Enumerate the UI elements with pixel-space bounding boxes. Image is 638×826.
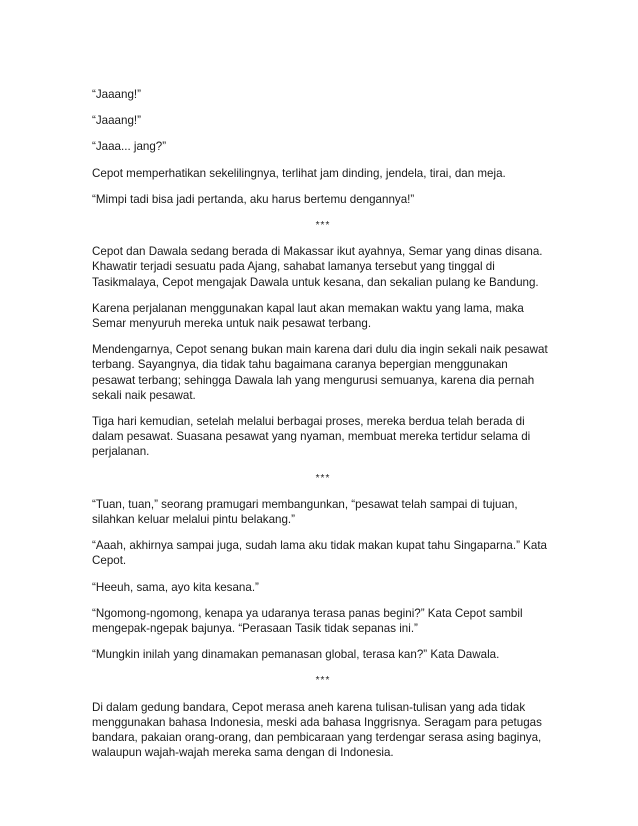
paragraph: “Jaaa... jang?”: [92, 140, 167, 154]
paragraph: “Mungkin inilah yang dinamakan pemanasan global, terasa kan?” Kata Dawala.: [92, 648, 500, 662]
paragraph: “Aaah, akhirnya sampai juga, sudah lama aku tidak makan kupat tahu Singaparna.” Kata Cepot.: [92, 539, 548, 568]
section-separator: ***: [315, 675, 331, 687]
paragraph: “Tuan, tuan,” seorang pramugari membangunkan, “pesawat telah sampai di tujuan, silahkan keluar melalui pintu belakang.”: [92, 497, 518, 527]
paragraph: “Ngomong-ngomong, kenapa ya udaranya terasa panas begini?” Kata Cepot sambil mengepak-ngepak bajunya. “Perasaan Tasik tidak sepanas ini.”: [92, 606, 523, 636]
paragraph: Di dalam gedung bandara, Cepot merasa aneh karena tulisan-tulisan yang ada tidak menggunakan bahasa Indonesia, meski ada bahasa Inggrisnya. Seragam para petugas bandara, pakaian orang-orang, dan pembicaraan yang terdengar serasa asing baginya, walaupun wajah-wajah mereka sama dengan di Indonesia.: [92, 700, 542, 760]
paragraph: Karena perjalanan menggunakan kapal laut akan memakan waktu yang lama, maka Semar menyuruh mereka untuk naik pesawat terbang.: [92, 301, 524, 331]
paragraph: “Jaaang!”: [92, 88, 141, 101]
paragraph: Cepot dan Dawala sedang berada di Makassar ikut ayahnya, Semar yang dinas disana. Khawatir terjadi sesuatu pada Ajang, sahabat lamanya tersebut yang tinggal di Tasikmalaya, Cepot mengajak Dawala untuk kesana, dan sekalian pulang ke Bandung.: [92, 245, 543, 289]
paragraph: Mendengarnya, Cepot senang bukan main karena dari dulu dia ingin sekali naik pesawat terbang. Sayangnya, dia tidak tahu bagaimana caranya bepergian menggunakan pesawat terbang; sehingga Dawala lah yang mengurusi semuanya, karena dia pernah sekali naik pesawat.: [92, 343, 548, 402]
document-body: [92, 87, 554, 772]
paragraph: “Jaaang!”: [92, 114, 141, 128]
paragraph: Tiga hari kemudian, setelah melalui berbagai proses, mereka berdua telah berada di dalam pesawat. Suasana pesawat yang nyaman, membuat mereka tertidur selama di perjalanan.: [92, 415, 531, 459]
section-separator: ***: [315, 472, 331, 484]
section-separator: ***: [315, 220, 331, 232]
paragraph: “Mimpi tadi bisa jadi pertanda, aku harus bertemu dengannya!”: [92, 192, 415, 206]
paragraph: Cepot memperhatikan sekelilingnya, terlihat jam dinding, jendela, tirai, dan meja.: [92, 166, 506, 180]
paragraph: “Heeuh, sama, ayo kita kesana.”: [92, 580, 259, 594]
